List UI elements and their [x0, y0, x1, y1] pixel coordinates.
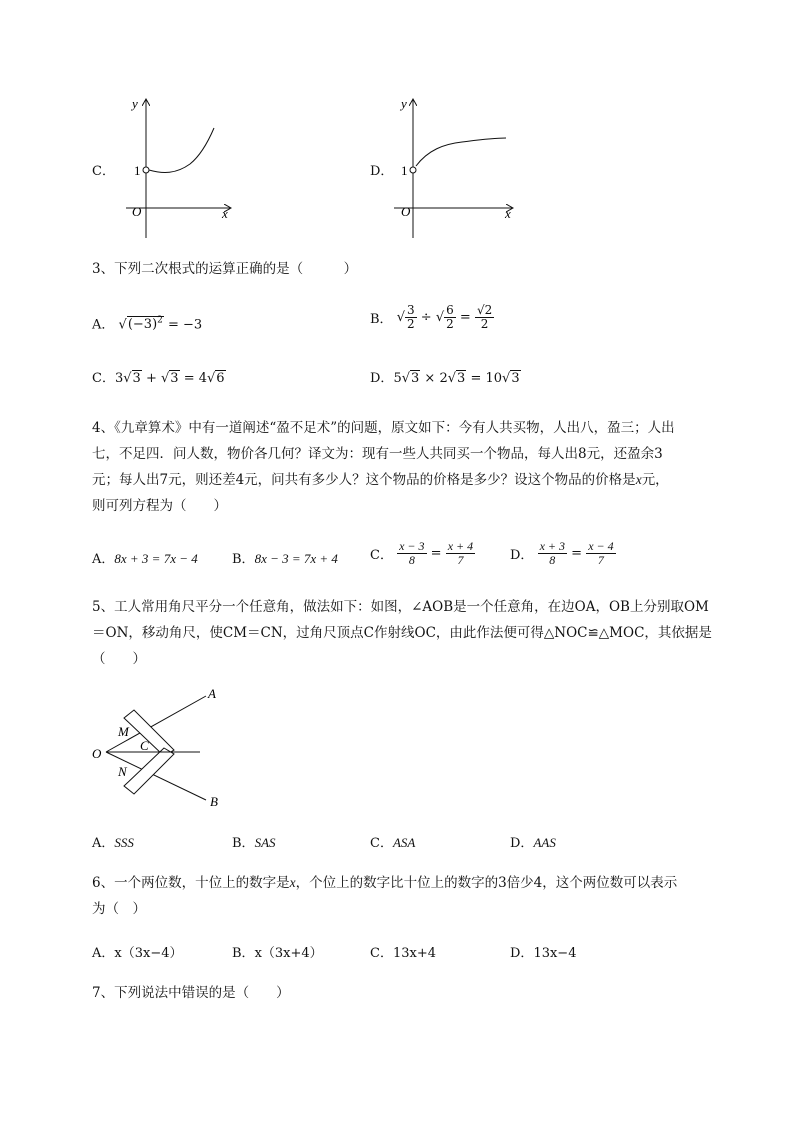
q2-option-c-label: C．	[92, 164, 115, 179]
fraction-3: $\frac{√2}{2}$	[476, 303, 493, 331]
curve-d	[416, 138, 506, 166]
q2-graph-d	[392, 92, 522, 242]
q5-figure	[88, 684, 238, 814]
origin-label: O	[401, 204, 411, 219]
option-label: B．	[370, 312, 393, 327]
point-o-label: O	[92, 746, 102, 761]
q6-stem: 6、一个两位数，十位上的数字是x，个位上的数字比十位上的数字的3倍少4，这个两位数可以表示 为（ ）	[92, 875, 678, 917]
q5-option-c[interactable]: C．ASA	[370, 835, 416, 851]
q3-option-b[interactable]: B． √ $\frac{3}{2}$ ÷ √ $\frac{6}{2}$ = $\frac{√2}{2}$	[370, 303, 493, 331]
q5-option-b[interactable]: B．SAS	[232, 835, 276, 851]
intercept-label: 1	[401, 163, 408, 178]
intercept-label: 1	[134, 163, 141, 178]
point-m-label: M	[118, 724, 129, 739]
point-a-label: A	[208, 686, 216, 701]
rhs: = −3	[168, 317, 203, 333]
radical-expression: $√(-3)^2$	[118, 316, 163, 333]
q4-stem: 4、《九章算术》中有一道阐述“盈不足术”的问题，原文如下：今有人共买物，人出八，盈三；人出 七，不足四．问人数，物价各几何？译文为：现有一些人共同买一个物品，每人出8元，还盈余3 元；每人出7元，则还差4元，问共有多少人？这个物品的价格是多少？设这个物品的价格是x元， 则可列方程为（ ）	[92, 420, 675, 514]
q5-option-d[interactable]: D．AAS	[510, 835, 556, 851]
origin-label: O	[132, 204, 142, 219]
q3-option-d[interactable]: D．5√3 × 2√3 = 10√3	[370, 371, 520, 386]
q3-stem: 3、下列二次根式的运算正确的是（ ）	[92, 261, 358, 277]
fraction-1: $\frac{3}{2}$	[407, 303, 415, 331]
point-b-label: B	[210, 794, 218, 809]
q6-option-b[interactable]: B．x（3x+4）	[232, 946, 323, 961]
option-label: C．	[92, 371, 115, 386]
q3-option-c[interactable]: C．3√3 + √3 = 4√6	[92, 371, 225, 386]
q4-option-d[interactable]: D． $\frac{x + 3}{8}$ = $\frac{x - 4}{7}$	[510, 539, 614, 567]
q4-option-c[interactable]: C． $\frac{x - 3}{8}$ = $\frac{x + 4}{7}$	[370, 539, 474, 567]
q7-stem: 7、下列说法中错误的是（ ）	[92, 985, 290, 1001]
curve-c	[149, 128, 214, 172]
open-point	[143, 167, 149, 173]
y-axis-label: y	[401, 96, 407, 111]
option-label: A．	[92, 317, 115, 333]
option-label: D．	[370, 371, 394, 386]
fraction-2: $\frac{6}{2}$	[446, 303, 454, 331]
x-axis-label: x	[222, 206, 228, 221]
q3-option-a[interactable]	[92, 310, 202, 336]
q6-option-a[interactable]: A．x（3x−4）	[92, 946, 183, 961]
y-axis-label: y	[132, 96, 138, 111]
point-n-label: N	[118, 764, 127, 779]
q6-option-c[interactable]: C．13x+4	[370, 946, 436, 961]
ruler-arm-lower	[124, 748, 174, 794]
x-axis-label: x	[505, 206, 511, 221]
q6-option-d[interactable]: D．13x−4	[510, 946, 577, 961]
point-c-label: C	[140, 738, 149, 753]
q4-option-b[interactable]: B．8x − 3 = 7x + 4	[232, 551, 338, 567]
open-point	[410, 167, 416, 173]
q2-option-d-label: D．	[370, 164, 394, 179]
q5-option-a[interactable]: A．SSS	[92, 835, 134, 851]
q5-stem: 5、工人常用角尺平分一个任意角，做法如下：如图，∠AOB是一个任意角，在边OA，OB上分别取OM ＝ON，移动角尺，使CM＝CN，过角尺顶点C作射线OC，由此作法便可得△NOC≌△MOC，其依据是 （ ）	[92, 599, 712, 667]
q2-graph-c	[118, 92, 238, 242]
q4-option-a[interactable]: A．8x + 3 = 7x − 4	[92, 551, 198, 567]
